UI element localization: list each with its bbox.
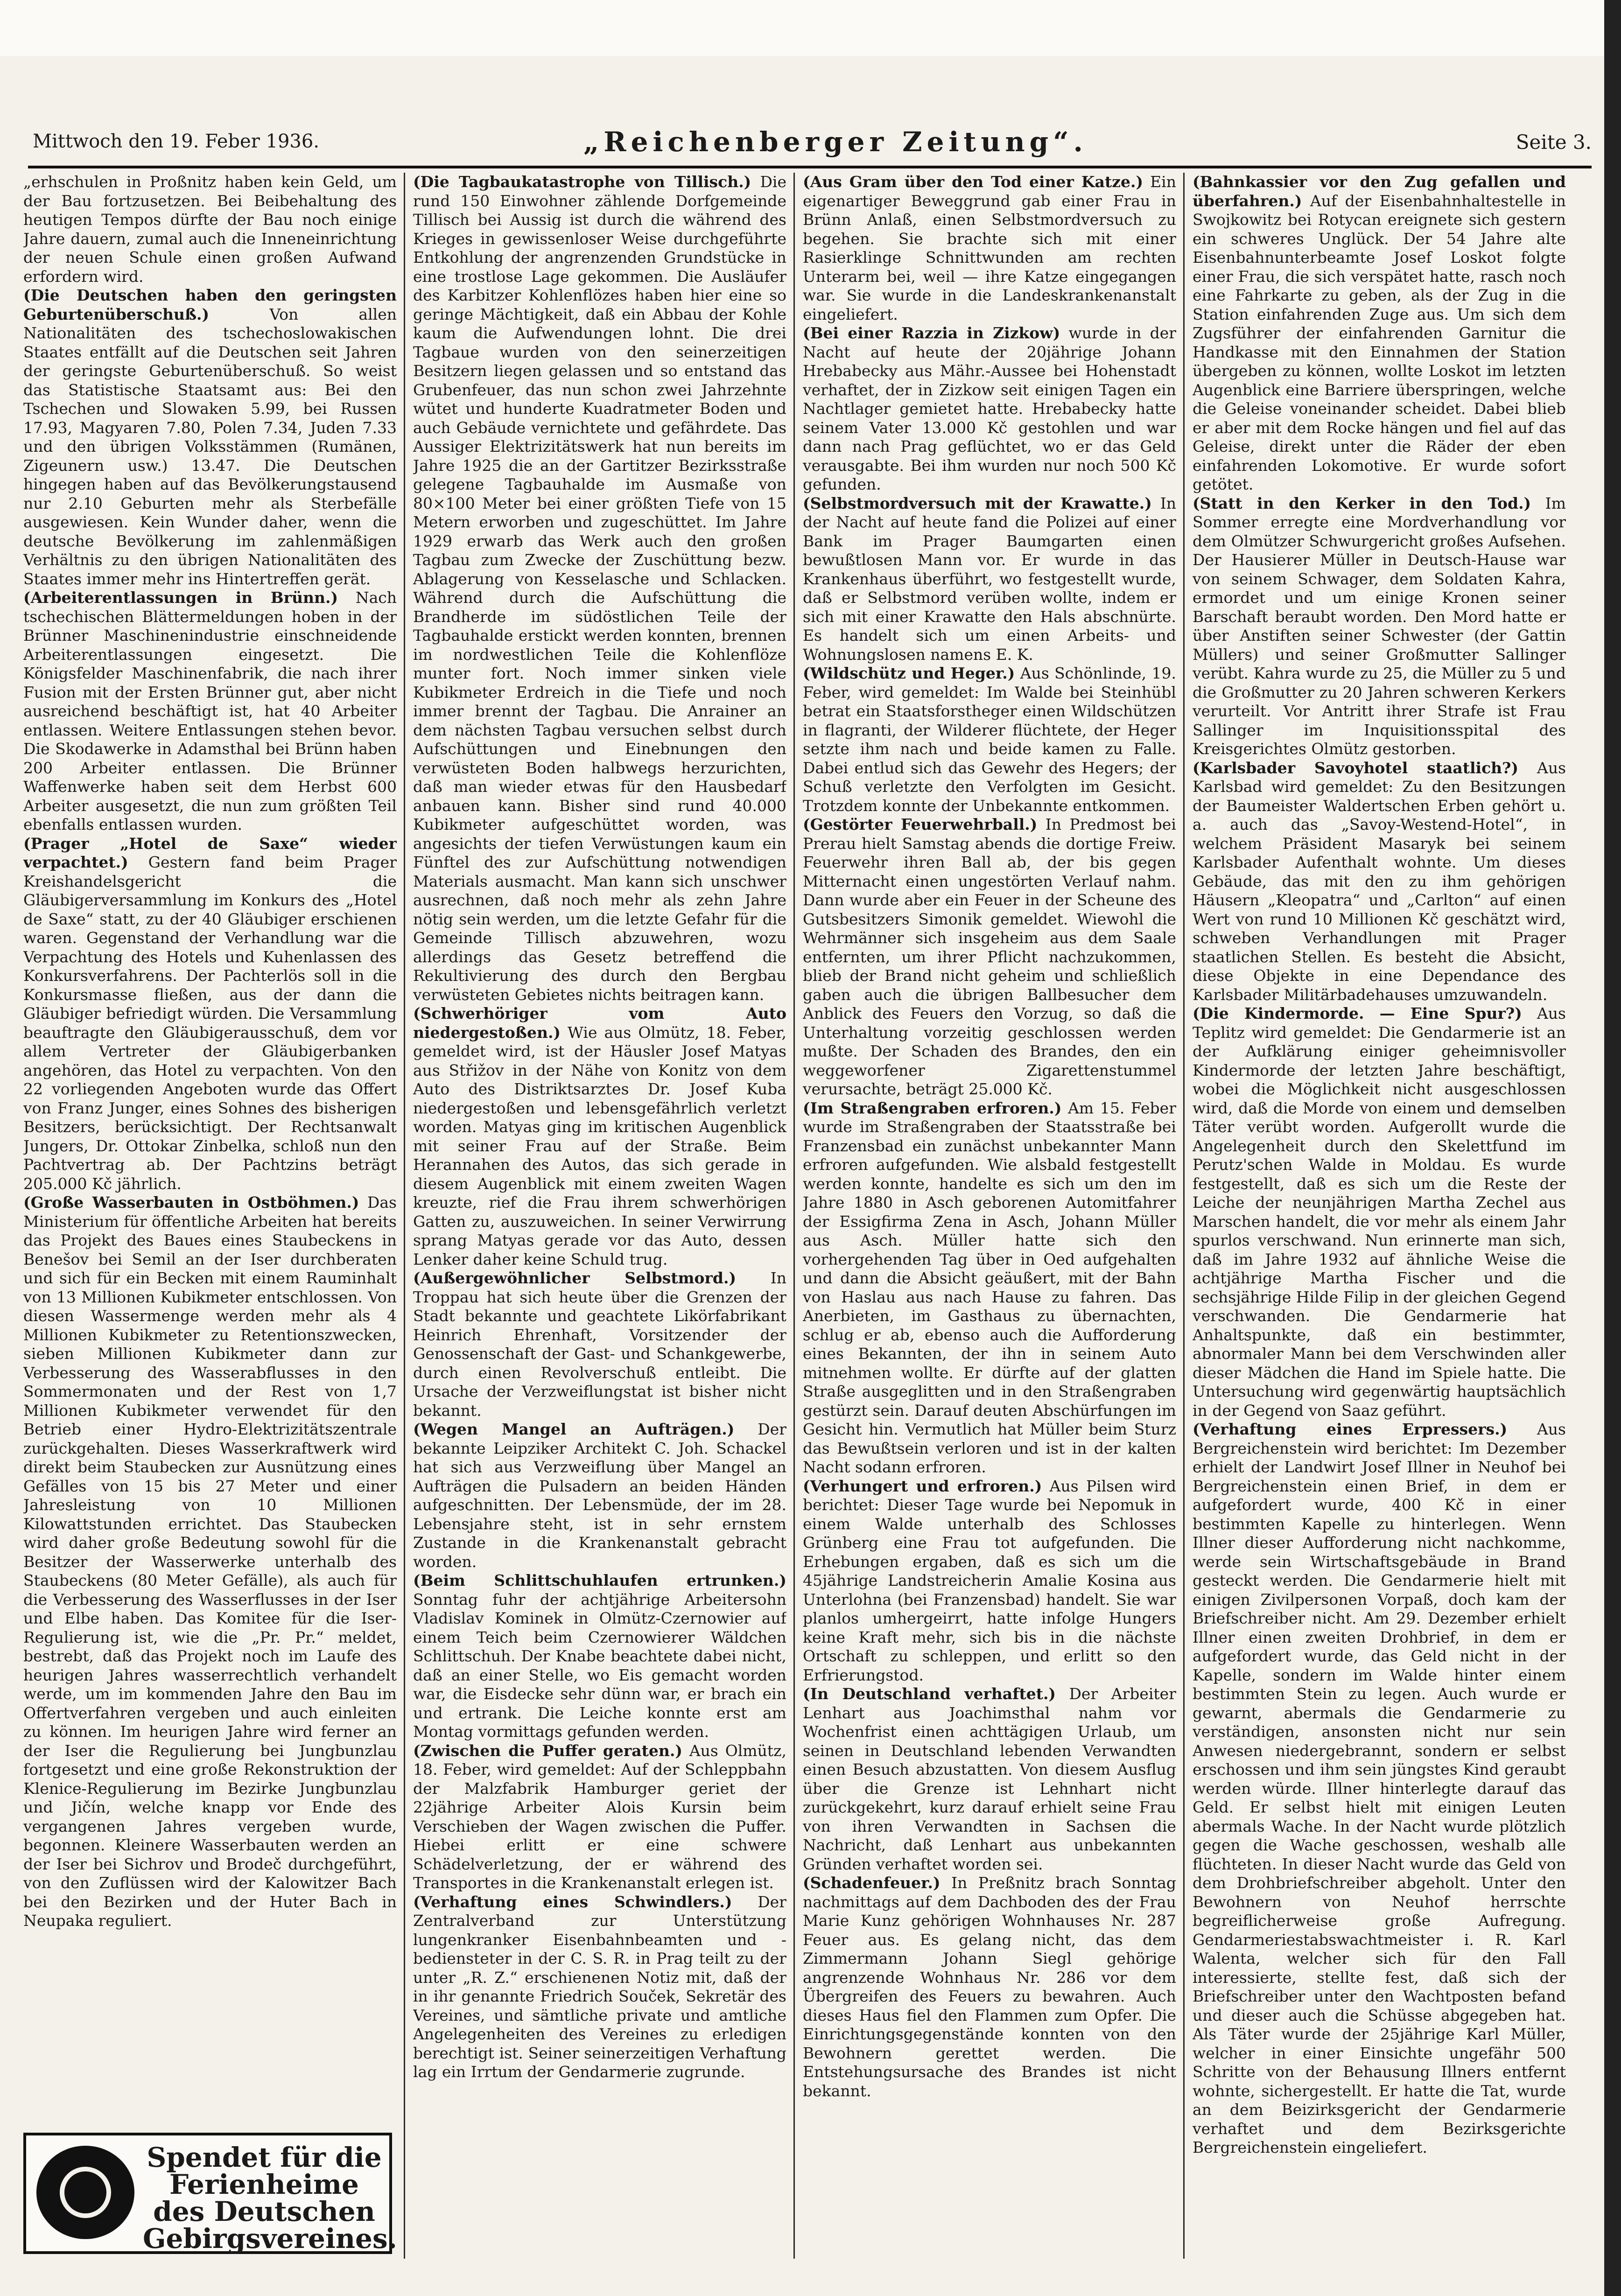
ad-line: Gebirgsvereines. (143, 2223, 397, 2254)
article-headline: (Schwerhöriger vom Auto niedergestoßen.) (413, 1004, 786, 1042)
article-item (803, 1477, 1176, 1685)
ad-line: Ferienheime (169, 2169, 359, 2200)
article-item (803, 815, 1176, 1099)
article-headline: (Verhaftung eines Erpressers.) (1193, 1420, 1508, 1438)
page-header (33, 126, 1592, 168)
article-body: „erhschulen in Proßnitz haben kein Geld, um der Bau fortzusetzen. Bei Beibehaltung des heutigen Tempos dürfte der Bau noch einige Jahre dauern, zumal auch die Inneneinrichtung der neuen Schule einen großen Aufwand erfordern wird. (23, 173, 397, 286)
column-4 (1193, 173, 1566, 2259)
column-divider (404, 173, 405, 2259)
edelweiss-emblem-icon (36, 2146, 134, 2239)
article-headline: (Die Deutschen haben den geringsten Geburtenüberschuß.) (23, 286, 397, 323)
article-item (1193, 759, 1566, 1005)
article-body: Die rund 150 Einwohner zählende Dorfgemeinde Tillisch bei Aussig ist durch die während des Krieges in gewissenloser Weise durchgeführte Entkohlung der angrenzenden Grundstücke in eine trostlose Lage gekommen. Die Ausläufer des Karbitzer Kohlenflözes haben hier eine so geringe Mächtigkeit, daß ein Abbau der Kohle kaum die Aufwendungen lohnt. Die drei Tagbaue wurden von den seinerzeitigen Besitzern liegen gelassen und so entstand das Grubenfeuer, das nun schon zwei Jahrzehnte wütet und hunderte Kuadratmeter Boden und auch Gebäude vernichtete und gefährdete. Das Aussiger Elektrizitätswerk hat nun bereits im Jahre 1925 die an der Gartitzer Bezirksstraße gelegene Tagbauhalde im Ausmaße von 80×100 Meter bei einer größten Tiefe von 15 Metern erworben und zugeschüttet. Im Jahre 1929 erwarb das Werk auch den großen Tagbau zum Zwecke der Zuschüttung bezw. Ablagerung von Kesselasche und Schlacken. Während durch die Aufschüttung die Brandherde im südöstlichen Teile der Tagbauhalde erstickt werden konnten, brennen im nordwestlichen Teile die Kohlenflöze munter fort. Noch immer sinken viele Kubikmeter Erdreich in die Tiefe und noch immer brennt der Tagbau. Die Anrainer an dem nächsten Tagbau versuchen selbst durch Aufschüttungen und Einebnungen den verwüsteten Boden halbwegs herzurichten, daß man wieder etwas für den Hausbedarf anbauen kann. Bisher sind rund 40.000 Kubikmeter aufgeschüttet worden, was angesichts der tiefen Verwüstungen kaum ein Fünftel des zur Aufschüttung notwendigen Materials ausmacht. Man kann sich unschwer ausrechnen, daß noch mehr als zehn Jahre nötig sein werden, um die letzte Gefahr für die Gemeinde Tillisch abzuwehren, wozu allerdings das Gesetz betreffend die Rekultivierung des durch den Bergbau verwüsteten Gebietes nichts beitragen kann. (413, 173, 786, 1004)
article-item (803, 324, 1176, 494)
header-date: Mittwoch den 19. Feber 1936. (33, 131, 320, 152)
article-body: In der Nacht auf heute fand die Polizei auf einer Bank im Prager Baumgarten einen bewußtlosen Mann vor. Er wurde in das Krankenhaus überführt, wo festgestellt wurde, daß er Selbstmord verüben wollte, indem er sich mit einer Krawatte den Hals abschnürte. Es handelt sich um einen Arbeits- und Wohnungslosen namens E. K. (803, 494, 1176, 664)
article-headline: (Im Straßengraben erfroren.) (803, 1099, 1062, 1117)
article-item (23, 1193, 397, 1931)
article-body: wurde in der Nacht auf heute der 20jährige Johann Hrebabecky aus Mähr.-Aussee bei Hohenstadt verhaftet, der in Zizkow seit einigen Tagen ein Nachtlager gemietet hatte. Hrebabecky hatte seinem Vater 13.000 Kč gestohlen und war dann nach Prag geflüchtet, wo er das Geld verausgabte. Bei ihm wurden nur noch 500 Kč gefunden. (803, 324, 1176, 493)
article-body: Am 15. Feber wurde im Straßengraben der Staatsstraße bei Franzensbad ein zunächst unbekannter Mann erfroren aufgefunden. Wie alsbald festgestellt werden konnte, handelte es sich um den im Jahre 1880 in Asch geborenen Automitfahrer der Essigfirma Zena in Asch, Johann Müller aus Asch. Müller hatte sich den vorhergehenden Tag über in Oed aufgehalten und dann die Absicht geäußert, mit der Bahn von Haslau aus nach Hause zu fahren. Das Anerbieten, im Gasthaus zu übernachten, schlug er ab, ebenso auch die Aufforderung eines Bekannten, der ihn in seinem Auto mitnehmen wollte. Er dürfte auf der glatten Straße ausgeglitten und in den Straßengraben gestürzt sein. Darauf deuten Abschürfungen im Gesicht hin. Vermutlich hat Müller beim Sturz das Bewußtsein verloren und ist in der kalten Nacht sodann erfroren. (803, 1099, 1176, 1476)
article-item (803, 494, 1176, 665)
scan-edge-right (1604, 0, 1621, 2296)
article-headline: (Karlsbader Savoyhotel staatlich?) (1193, 758, 1519, 777)
article-headline: (Selbstmordversuch mit der Krawatte.) (803, 494, 1152, 512)
article-item (23, 834, 397, 1194)
article-item (803, 1874, 1176, 2100)
ad-line: Spendet für die (147, 2142, 382, 2173)
article-item (1193, 1420, 1566, 2157)
article-body: Der Zentralverband zur Unterstützung lungenkranker Eisenbahnbeamten und -bediensteter in der C. S. R. in Prag teilt zu der unter „R. Z.“ erschienenen Notiz mit, daß der in ihr genannte Friedrich Souček, Sekretär des Vereines, und sämtliche private und amtliche Angelegenheiten des Vereines zu erledigen berechtigt ist. Seiner seinerzeitigen Verhaftung lag ein Irrtum der Gendarmerie zugrunde. (413, 1892, 786, 2081)
article-headline: (Statt in den Kerker in den Tod.) (1193, 494, 1531, 512)
article-body: In Preßnitz brach Sonntag nachmittags auf dem Dachboden des der Frau Marie Kunz gehörigen Wohnhauses Nr. 287 Feuer aus. Es gelang nicht, das dem Zimmermann Johann Siegl gehörige angrenzende Wohnhaus Nr. 286 vor dem Übergreifen des Feuers zu bewahren. Auch dieses Haus fiel den Flammen zum Opfer. Die Einrichtungsgegenstände konnten von den Bewohnern gerettet werden. Die Entstehungsursache des Brandes ist nicht bekannt. (803, 1874, 1176, 2100)
article-headline: (Verhaftung eines Schwindlers.) (413, 1892, 732, 1911)
article-body: Aus Teplitz wird gemeldet: Die Gendarmerie ist an der Aufklärung einiger geheimnisvoller Kindermorde der letzten Jahre beschäftigt, wobei die Möglichkeit nicht ausgeschlossen wird, daß die Morde von einem und demselben Täter verübt worden. Aufgerollt wurde die Angelegenheit durch den Skelettfund im Perutz'schen Walde in Moldau. Es wurde festgestellt, daß es sich um die Reste der Leiche der neunjährigen Martha Zechel aus Marschen handelt, die vor mehr als einem Jahr spurlos verschwand. Nun erinnerte man sich, daß im Jahre 1932 auf ähnliche Weise die achtjährige Martha Fischer und die sechsjährige Hilde Filip in der gleichen Gegend verschwanden. Die Gendarmerie hat Anhaltspunkte, daß ein bestimmter, abnormaler Mann bei dem Verschwinden aller dieser Mädchen die Hand im Spiele hatte. Die Untersuchung wird gegenwärtig hauptsächlich in der Gegend von Saaz geführt. (1193, 1004, 1566, 1420)
article-headline: (Wildschütz und Heger.) (803, 664, 1015, 682)
article-body: Aus Schönlinde, 19. Feber, wird gemeldet: Im Walde bei Steinhübl betrat ein Staatsforstheger einen Wildschützen in flagranti, der Wilderer flüchtete, der Heger setzte ihm nach und beide kamen zu Falle. Dabei entlud sich das Gewehr des Hegers; der Schuß verletzte den Verfolgten im Gesicht. Trotzdem konnte der Unbekannte entkommen. (803, 664, 1176, 815)
article-item (23, 286, 397, 588)
article-headline: (Beim Schlittschuhlaufen ertrunken.) (413, 1571, 786, 1589)
article-item (413, 1004, 786, 1269)
article-headline: (Bahnkassier vor den Zug gefallen und überfahren.) (1193, 173, 1566, 210)
header-rule (28, 166, 1592, 168)
article-body: Im Sommer erregte eine Mordverhandlung vor dem Olmützer Schwurgericht großes Aufsehen. Der Hausierer Müller in Deutsch-Hause war von seinem Schwager, dem Soldaten Kahra, ermordet und um einige Kronen seiner Barschaft beraubt worden. Den Mord hatte er über Anstiften seiner Schwester (der Gattin Müllers) und seiner Großmutter Sallinger verübt. Kahra wurde zu 25, die Müller zu 5 und die Großmutter zu 20 Jahren schweren Kerkers verurteilt. Vor Antritt ihrer Strafe ist Frau Sallinger im Inquisitionsspital des Kreisgerichtes Olmütz gestorben. (1193, 494, 1566, 758)
article-body: Der Arbeiter Lenhart aus Joachimsthal nahm vor Wochenfrist einen achttägigen Urlaub, um seinen in Deutschland lebenden Verwandten einen Besuch abzustatten. Von diesem Ausflug über die Grenze ist Lehnhart nicht zurückgekehrt, kurz darauf erhielt seine Frau von ihren Verwandten in Sachsen die Nachricht, daß Lenhart aus unbekannten Gründen verhaftet worden sei. (803, 1685, 1176, 1873)
article-body: Der bekannte Leipziker Architekt C. Joh. Schackel hat sich aus Verzweiflung über Mangel an Aufträgen die Pulsadern an beiden Händen aufgeschnitten. Der Lebensmüde, der im 28. Lebensjahre steht, ist in sehr ernstem Zustande in die Krankenanstalt gebracht worden. (413, 1420, 786, 1571)
column-1 (23, 173, 397, 2128)
emblem-ring (60, 2167, 111, 2218)
article-headline: (Außergewöhnlicher Selbstmord.) (413, 1269, 737, 1287)
article-headline: (Verhungert und erfroren.) (803, 1477, 1042, 1495)
article-body: Sonntag fuhr der achtjährige Arbeitersohn Vladislav Kominek in Olmütz-Czernowier auf einem Teich beim Czernowierer Wäldchen Schlittschuh. Der Knabe beachtete dabei nicht, daß an einer Stelle, wo Eis gemacht worden war, die Eisdecke sehr dünn war, er brach ein und ertrank. Die Leiche konnte erst am Montag vormittags gefunden werden. (413, 1590, 786, 1741)
article-item (803, 1099, 1176, 1477)
article-item (803, 173, 1176, 324)
article-headline: (Zwischen die Puffer geraten.) (413, 1741, 682, 1760)
article-item (413, 173, 786, 1004)
article-body: Nach tschechischen Blättermeldungen hoben in der Brünner Maschinenindustrie einschneidende Arbeiterentlassungen eingesetzt. Die Königsfelder Maschinenfabrik, die nach ihrer Fusion mit der Ersten Brünner gut, aber nicht ausreichend beschäftigt ist, hat 40 Arbeiter entlassen. Weitere Entlassungen stehen bevor. Die Skodawerke in Adamsthal bei Brünn haben 200 Arbeiter entlassen. Die Brünner Waffenwerke haben seit dem Herbst 600 Arbeiter ausgesetzt, die nun zum größten Teil ebenfalls entlassen wurden. (23, 588, 397, 833)
article-item (803, 1685, 1176, 1874)
column-3 (803, 173, 1176, 2259)
article-body: Aus Pilsen wird berichtet: Dieser Tage wurde bei Nepomuk in einem Walde unterhalb des Schlosses Grünberg eine Frau tot aufgefunden. Die Erhebungen ergaben, daß es sich um die 45jährige Landstreicherin Amalie Kosina aus Unterlohna (bei Franzensbad) handelt. Sie war planlos umhergeirrt, hatte infolge Hungers keine Kraft mehr, sich bis in die nächste Ortschaft zu schleppen, und erlitt so den Erfrierungstod. (803, 1477, 1176, 1684)
article-body: In Predmost bei Prerau hielt Samstag abends die dortige Freiw. Feuerwehr ihren Ball ab, der bis gegen Mitternacht einen ungestörten Verlauf nahm. Dann wurde aber ein Feuer in der Scheune des Gutsbesitzers Simonik gemeldet. Wiewohl die Wehrmänner sich insgeheim aus dem Saale entfernten, um ihrer Pflicht nachzukommen, blieb der Brand nicht geheim und schließlich gaben auch die übrigen Ballbesucher dem Anblick des Feuers den Vorzug, so daß die Unterhaltung vorzeitig geschlossen werden mußte. Der Schaden des Brandes, den ein weggeworfener Zigarettenstummel verursachte, beträgt 25.000 Kč. (803, 815, 1176, 1098)
advertisement-text (143, 2142, 397, 2254)
article-item (23, 173, 397, 286)
article-body: Aus Bergreichenstein wird berichtet: Im Dezember erhielt der Landwirt Josef Illner in Neuhof bei Bergreichenstein einen Brief, in dem er aufgefordert wurde, 400 Kč in einer bestimmten Kapelle zu hinterlegen. Wenn Illner dieser Aufforderung nicht nachkomme, werde sein Wirtschaftsgebäude in Brand gesteckt werden. Die Gendarmerie hielt mit einigen Zivilpersonen Vorpaß, doch kam der Briefschreiber nicht. Am 29. Dezember erhielt Illner einen zweiten Drohbrief, in dem er aufgefordert wurde, das Geld nicht in der Kapelle, sondern im Walde hinter einem bestimmten Stein zu legen. Auch wurde er gewarnt, abermals die Gendarmerie zu verständigen, ansonsten nicht nur sein Anwesen niedergebrannt, sondern er selbst erschossen und ihm sein jüngstes Kind geraubt werden würde. Illner hinterlegte darauf das Geld. Er selbst hielt mit einigen Leuten abermals Wache. In der Nacht wurde plötzlich gegen die Wache geschossen, weshalb alle flüchteten. In dieser Nacht wurde das Geld von dem Drohbriefschreiber abgeholt. Unter den Bewohnern von Neuhof herrschte begreiflicherweise große Aufregung. Gendarmeriestabswachtmeister i. R. Karl Walenta, welcher sich für den Fall interessierte, stellte fest, daß sich der Briefschreiber unter den Wachtposten befand und dieser auch die Schüsse abgegeben hat. Als Täter wurde der 25jährige Karl Müller, welcher in einer Einsichte ungefähr 500 Schritte von der Behausung Illners entfernt wohnte, sichergestellt. Er hatte die Tat, wurde an dem Beizirksgericht der Gendarmerie verhaftet und dem Bezirksgerichte Bergreichenstein eingeliefert. (1193, 1420, 1566, 2156)
article-body: In Troppau hat sich heute über die Grenzen der Stadt bekannte und geachtete Likörfabrikant Heinrich Ehrenhaft, Vorsitzender der Genossenschaft der Gast- und Schankgewerbe, durch einen Revolverschuß entleibt. Die Ursache der Verzweiflungstat ist bisher nicht bekannt. (413, 1269, 786, 1420)
article-headline: (Die Kindermorde. — Eine Spur?) (1193, 1004, 1522, 1022)
article-headline: (In Deutschland verhaftet.) (803, 1685, 1056, 1703)
article-headline: (Aus Gram über den Tod einer Katze.) (803, 173, 1144, 191)
article-item (1193, 494, 1566, 759)
article-headline: (Gestörter Feuerwehrball.) (803, 815, 1038, 833)
article-body: Wie aus Olmütz, 18. Feber, gemeldet wird, ist der Häusler Josef Matyas aus Střižov in der Nähe von Konitz von dem Auto des Distriktsarztes Dr. Josef Kuba niedergestoßen und lebensgefährlich verletzt worden. Matyas ging im kritischen Augenblick mit seiner Frau auf der Straße. Beim Herannahen des Autos, das sich gerade in diesem Augenblick mit einem zweiten Wagen kreuzte, rief die Frau ihrem schwerhörigen Gatten zu, auszuweichen. In seiner Verwirrung sprang Matyas gerade vor das Auto, dessen Lenker daher keine Schuld trug. (413, 1023, 786, 1268)
article-headline: (Arbeiterentlassungen in Brünn.) (23, 588, 338, 607)
article-item (1193, 173, 1566, 494)
article-item (803, 664, 1176, 815)
column-2 (413, 173, 786, 2259)
article-body: Das Ministerium für öffentliche Arbeiten hat bereits das Projekt des Baues eines Staubeckens in Benešov bei Semil an der Iser durchberaten und sich für ein Becken mit einem Rauminhalt von 13 Millionen Kubikmeter entschlossen. Von diesen Wassermenge werden mehr als 4 Millionen Kubikmeter zu Retentionszwecken, sieben Millionen Kubikmeter dann zur Verbesserung des Wasserabflusses in den Sommermonaten und der Rest von 1,7 Millionen Kubikmeter verwendet für den Betrieb einer Hydro-Elektrizitätszentrale zurückgehalten. Dieses Wasserkraftwerk wird direkt beim Staubecken zur Ausnützung eines Gefälles von 15 bis 27 Meter und einer Jahresleistung von 10 Millionen Kilowattstunden errichtet. Das Staubecken wird daher große Bedeutung sowohl für die Besitzer der Wasserwerke unterhalb des Staubeckens (80 Meter Gefälle), als auch für die Verbesserung des Wasserflusses in der Iser und Elbe haben. Das Komitee für die Iser-Regulierung ist, wie die „Pr. Pr.“ meldet, bestrebt, daß das Projekt noch im Laufe des heurigen Jahres wasserrechtlich verhandelt werde, um im kommenden Jahre den Bau im Offertverfahren vergeben und auch einleiten zu können. Im heurigen Jahre wird ferner an der Iser die Regulierung bei Jungbunzlau fortgesetzt und eine große Rekonstruktion der Klenice-Regulierung im Bezirke Jungbunzlau und Jičín, welche knapp vor Ende des vergangenen Jahres vergeben wurde, begonnen. Kleinere Wasserbauten werden an der Iser bei Sichrov und Brodeč durchgeführt, von den Zuflüssen wird der Kalowitzer Bach bei den Bezirken und der Huter Bach in Neupaka reguliert. (23, 1193, 397, 1930)
article-headline: (Wegen Mangel an Aufträgen.) (413, 1420, 735, 1438)
article-body: Auf der Eisenbahnhaltestelle in Swojkowitz bei Rotycan ereignete sich gestern ein schweres Unglück. Der 54 Jahre alte Eisenbahnunterbeamte Josef Loskot folgte einer Frau, die sich verspätet hatte, rasch noch eine Fahrkarte zu geben, als der Zug in die Station einfahrenden Zuge aus. Um sich dem Zugsführer der einfahrenden Garnitur die Handkasse mit den Einnahmen der Station übergeben zu können, wollte Loskot im letzten Augenblick eine Barriere überspringen, welche die Geleise voneinander scheidet. Dabei blieb er aber mit dem Rocke hängen und fiel auf das Geleise, direkt unter die Räder der eben einfahrenden Lokomotive. Er wurde sofort getötet. (1193, 191, 1566, 493)
article-body: Aus Olmütz, 18. Feber, wird gemeldet: Auf der Schleppbahn der Malzfabrik Hamburger geriet der 22jährige Arbeiter Alois Kursin beim Verschieben der Wagen zwischen die Puffer. Hiebei erlitt er eine schwere Schädelverletzung, der er während des Transportes in die Krankenanstalt erlegen ist. (413, 1741, 786, 1892)
article-item (413, 1420, 786, 1571)
article-headline: (Große Wasserbauten in Ostböhmen.) (23, 1193, 359, 1211)
article-headline: (Prager „Hotel de Saxe“ wieder verpachtet.) (23, 834, 397, 871)
article-item (413, 1269, 786, 1420)
newspaper-title: „Reichenberger Zeitung“. (583, 126, 1088, 158)
page-number: Seite 3. (1516, 131, 1592, 154)
article-headline: (Schadenfeuer.) (803, 1874, 940, 1892)
article-body: Gestern fand beim Prager Kreishandelsgericht die Gläubigerversammlung im Konkurs des „Hotel de Saxe“ statt, zu der 40 Gläubiger erschienen waren. Gegenstand der Verhandlung war die Verpachtung des Hotels und Kuhenlassen des Konkursverfahrens. Der Pachterlös soll in die Konkursmasse fließen, aus der dann die Gläubiger befriedigt würden. Die Versammlung beauftragte den Gläubigerausschuß, dem vor allem Vertreter der Gläubigerbanken angehören, das Hotel zu verpachten. Von den 22 vorliegenden Angeboten wurde das Offert von Franz Junger, eines Sohnes des bisherigen Besitzers, berücksichtigt. Der Rechtsanwalt Jungers, Dr. Ottokar Zinbelka, schloß nun den Pachtvertrag ab. Der Pachtzins beträgt 205.000 Kč jährlich. (23, 853, 397, 1193)
article-columns (23, 173, 1592, 2259)
article-body: Von allen Nationalitäten des tschechoslowakischen Staates entfällt auf die Deutschen seit Jahren der geringste Geburtenüberschuß. So weist das Statistische Staatsamt aus: Bei den Tschechen und Slowaken 5.99, bei Russen 17.93, Magyaren 7.80, Polen 7.34, Juden 7.33 und den übrigen Volksstämmen (Rumänen, Zigeunern usw.) 13.47. Die Deutschen hingegen haben auf das Bevölkerungstausend nur 2.10 Geburten mehr als Sterbefälle ausgewiesen. Kein Wunder daher, wenn die deutsche Bevölkerung im zahlenmäßigen Verhältnis zu den übrigen Nationalitäten des Staates immer mehr ins Hintertreffen gerät. (23, 305, 397, 588)
article-item (23, 588, 397, 834)
article-headline: (Bei einer Razzia in Zizkow) (803, 324, 1060, 342)
column-divider (1183, 173, 1185, 2259)
article-body: Aus Karlsbad wird gemeldet: Zu den Besitzungen der Baumeister Waldertschen Erben gehört u. a. auch das „Savoy-Westend-Hotel“, in welchem Präsident Masaryk bei seinem Karlsbader Aufenthalt wohnte. Um dieses Gebäude, das mit den zu ihm gehörigen Häusern „Kleopatra“ und „Carlton“ auf einen Wert von rund 10 Millionen Kč geschätzt wird, schweben Verhandlungen mit Prager staatlichen Stellen. Es besteht die Absicht, diese Objekte in eine Dependance des Karlsbader Militärbadehauses umzuwandeln. (1193, 758, 1566, 1004)
article-item (413, 1742, 786, 1893)
article-item (1193, 1004, 1566, 1420)
article-body: Ein eigenartiger Beweggrund gab einer Frau in Brünn Anlaß, einen Selbstmordversuch zu begehen. Sie brachte sich mit einer Rasierklinge Schnittwunden am rechten Unterarm bei, weil — ihre Katze eingegangen war. Sie wurde in die Landeskrankenanstalt eingeliefert. (803, 173, 1176, 323)
column-divider (793, 173, 795, 2259)
article-item (413, 1571, 786, 1742)
ad-line: des Deutschen (153, 2196, 375, 2227)
scan-margin-top (0, 0, 1621, 56)
advertisement-box (23, 2133, 397, 2254)
article-item (413, 1893, 786, 2082)
article-headline: (Die Tagbaukatastrophe von Tillisch.) (413, 173, 751, 191)
